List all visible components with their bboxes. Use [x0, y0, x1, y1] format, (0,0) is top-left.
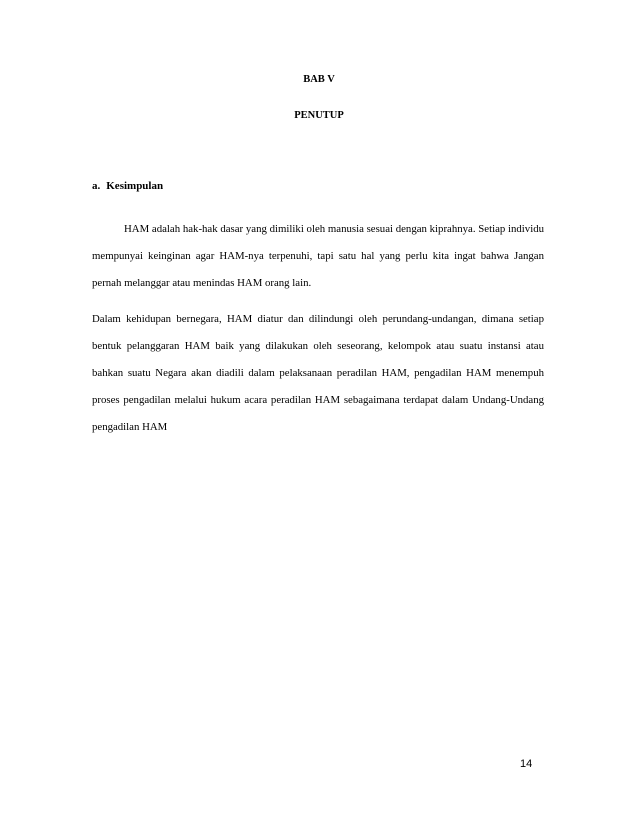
chapter-label: BAB V — [303, 74, 335, 85]
paragraph-2: Dalam kehidupan bernegara, HAM diatur dan dilindungi oleh perundang-undangan, dimana setiap bentuk pelanggaran HAM baik yang dilakukan oleh seseorang, kelompok atau suatu instansi atau bahkan suatu Negara akan diadili dalam pelaksanaan peradilan HAM, pengadilan HAM menempuh proses pengadilan melalui hukum acara peradilan HAM sebagaimana terdapat dalam Undang-Undang pengadilan HAM — [92, 313, 544, 433]
section-heading-text: Kesimpulan — [106, 180, 164, 192]
chapter-title: PENUTUP — [294, 110, 344, 121]
page-number: 14 — [520, 758, 533, 770]
section-heading — [92, 180, 163, 192]
paragraph-1: HAM adalah hak-hak dasar yang dimiliki oleh manusia sesuai dengan kiprahnya. Setiap individu mempunyai keinginan agar HAM-nya terpenuhi, tapi satu hal yang perlu kita ingat bahwa Jangan pernah melanggar atau menindas HAM orang lain. — [92, 223, 544, 289]
section-number: a. — [92, 180, 101, 192]
